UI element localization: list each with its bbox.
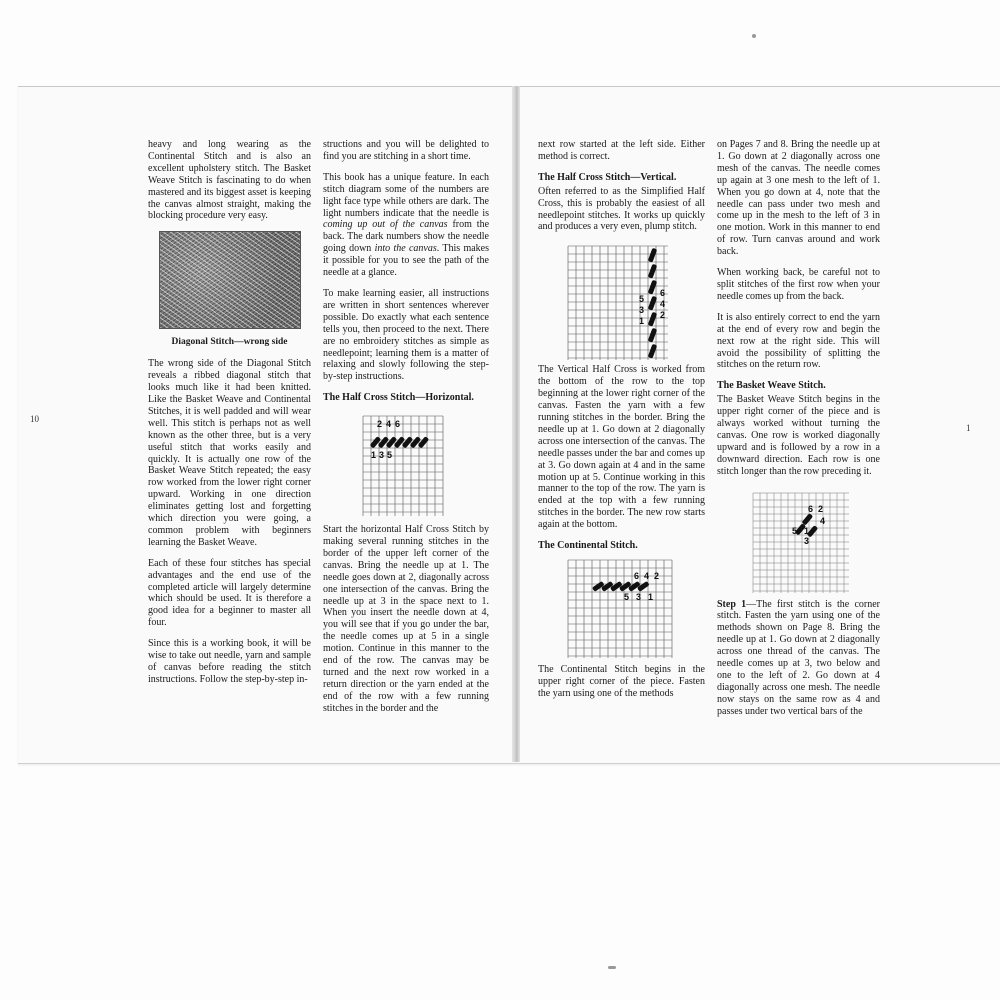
paragraph: To make learning easier, all instructions are written in short sentences wherever possible. Do exactly what each sentence tells you, then proceed to the next. There are no embroidery stitches as simple as needlepoint; learning them is a matter of relaxing and slowly following the step-by-step instructions. [323,287,489,383]
diagram-label: 5 [624,591,630,602]
paragraph: Each of these four stitches has special advantages and the end use of the completed article will largely determine which should be used. It is therefore a good idea for a beginner to master all four. [148,557,311,629]
paragraph: Start the horizontal Half Cross Stitch by making several running stitches in the border of the upper left corner of the canvas. Bring the needle up at 1. The needle goes down at 2, diagonally across one intersection of the canvas. Bring the needle up at 3 in the space next to 1. When you insert the needle down at 4, you will see that if you go under the bar, the needle comes up at 5 in a single motion. Continue in this manner to the end of the row. The canvas may be turned and the next row worked in a return direction or the yarn ended at the end of the row with a few running stitches in the border and the [323,524,489,714]
paragraph: The Continental Stitch begins in the upper right corner of the piece. Fasten the yarn using one of the methods [538,663,705,699]
diagonal-stitch-photo [159,231,301,329]
paragraph: The Vertical Half Cross is worked from the bottom of the row to the top beginning at the lower right corner of the canvas. Fasten the yarn with a few running stitches in the border. Bring the needle up at 1. Go down at 2 diagonally across one intersection of the canvas. The needle passes under the bar and comes up at 3. Go down again at 4 and in the same motion up at 5. Continue working in this manner to the top of the row. The yarn is ended at the top with a few running stitches in the border. The new row starts again at the bottom. [538,364,705,531]
diagram-label: 1 [804,525,810,536]
diagram-label: 3 [636,591,642,602]
right-page-column-2 [717,139,880,727]
diagram-label: 1 [639,316,645,327]
page-number-right: 1 [966,423,971,433]
diagram-label: 4 [386,419,392,430]
book-gutter [512,86,520,762]
diagram-label: 3 [639,305,645,316]
page-number-left: 10 [30,414,39,424]
diagram-label: 2 [377,419,383,430]
diagram-label: 4 [820,515,826,526]
left-page-column-2 [323,139,489,724]
diagram-label: 4 [660,299,666,310]
paragraph: heavy and long wearing as the Continental Stitch and is also an excellent upholstery stitch. The Basket Weave Stitch is fascinating to do when mastered and its biggest asset is keeping the canvas almost straight, making the blocking procedure very easy. [148,139,311,222]
half-cross-vertical-diagram [538,242,705,364]
diagram-label: 5 [387,450,393,461]
diagram-label: 4 [644,570,650,581]
diagram-label: 6 [660,288,666,299]
diagram-label: 3 [379,450,385,461]
section-heading: The Continental Stitch. [538,540,638,552]
paragraph: Step 1—The first stitch is the corner stitch. Fasten the yarn using one of the methods shown on Page 8. Bring the needle up at 1. Go down at 2 diagonally across one thread of the canvas. The needle comes up at 3, two below and one to the left of 2. Go down at 4 diagonally across one mesh. The needle now stays on the same row as 4 and passes under two vertical bars of the [717,598,880,717]
diagram-label: 6 [808,503,814,514]
basket-weave-diagram [717,487,880,599]
right-page-column-1 [538,139,705,709]
section-heading: The Half Cross Stitch—Vertical. [538,171,677,183]
diagram-label: 3 [804,535,810,546]
paragraph: It is also entirely correct to end the yarn at the end of every row and begin the next row at the right side. This will avoid the possibility of splitting the stitches on the return row. [717,311,880,371]
dust-speck [752,34,756,38]
section-heading: The Half Cross Stitch—Horizontal. [323,392,474,404]
paragraph: Since this is a working book, it will be wise to take out needle, yarn and sample of canvas before reading the stitch instructions. Follow the step-by-step in- [148,638,311,685]
continental-stitch-diagram [538,554,705,664]
section-heading: The Basket Weave Stitch. [717,380,826,392]
diagram-label: 2 [660,310,666,321]
half-cross-horizontal-diagram [323,406,489,524]
paragraph: next row started at the left side. Either method is correct. [538,139,705,162]
paragraph: When working back, be careful not to split stitches of the first row when your needle comes up from the back. [717,267,880,302]
paragraph: The wrong side of the Diagonal Stitch reveals a ribbed diagonal stitch that looks much like it had been knitted. Like the Basket Weave and Continental Stitches, it is well padded and will wear well. This stitch is perhaps not as well known as the other three, but is a very useful stitch that works easily and quickly. It is actually one row of the Basket Weave Stitch repeated; the easy row worked from the lower right corner upward. Working in one direction eliminates getting lost and forgetting which direction you were going, a common problem with beginners learning the Basket Weave. [148,358,311,548]
diagram-label: 1 [648,591,654,602]
paragraph: Often referred to as the Simplified Half Cross, this is probably the easiest of all needlepoint stitches. It works up quickly and produces a very even, plump stitch. [538,185,705,233]
paragraph: structions and you will be delighted to find you are stitching in a short time. [323,139,489,162]
paragraph: on Pages 7 and 8. Bring the needle up at 1. Go down at 2 diagonally across one mesh of the canvas. The needle comes up again at 3 one mesh to the left of 1. When you go down at 4, note that the needle can pass under two mesh and come up in the mesh to the left of 3 in one motion. Work in this manner to end of row. Turn canvas around and work back. [717,139,880,258]
diagram-label: 1 [371,450,377,461]
photo-caption: Diagonal Stitch—wrong side [171,337,288,348]
paragraph: This book has a unique feature. In each stitch diagram some of the numbers are light face type while others are dark. The light numbers indicate that the needle is coming up out of the canvas from the back. The dark numbers show the needle going down into the canvas. This makes it possible for you to see the path of the needle at a glance. [323,171,490,279]
left-page-column-1 [148,139,311,695]
dust-speck [608,966,616,969]
diagram-label: 5 [792,525,798,536]
paragraph: The Basket Weave Stitch begins in the upper right corner of the piece and is always worked without turning the canvas. One row is worked diagonally upward and is followed by a row in a downward direction. Each row is one stitch longer than the row preceding it. [717,394,880,477]
diagram-label: 6 [395,419,401,430]
diagram-label: 6 [634,570,640,581]
diagram-label: 2 [654,570,660,581]
diagram-label: 5 [639,294,645,305]
diagram-label: 2 [818,503,824,514]
